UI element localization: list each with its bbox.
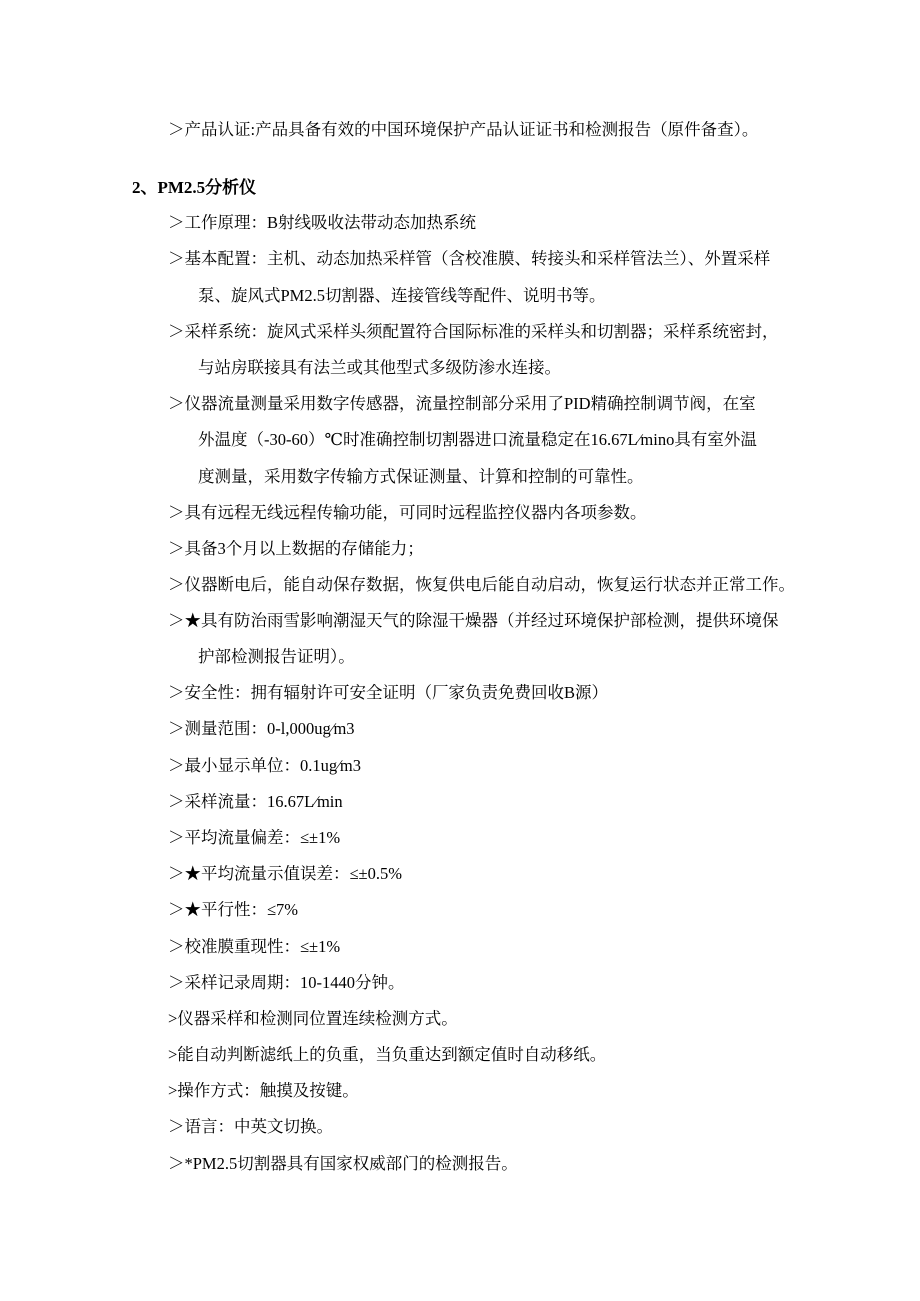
item-flow-measurement-cont1: 外温度（-30-60）℃时准确控制切割器进口流量稳定在16.67L∕mino具有室外温 [198, 430, 757, 449]
item-avg-flow-indication-error: ＞★平均流量示值误差：≤±0.5% [168, 864, 402, 883]
item-calibration-reproducibility: ＞校准膜重现性：≤±1% [168, 937, 341, 956]
item-cutter-report: ＞*PM2.5切割器具有国家权威部门的检测报告。 [168, 1154, 518, 1173]
section-heading: 2、PM2.5分析仪 [132, 178, 257, 197]
item-language: ＞语言：中英文切换。 [168, 1117, 333, 1136]
item-power-recovery: ＞仪器断电后，能自动保存数据，恢复供电后能自动启动，恢复运行状态并正常工作。 [168, 575, 795, 594]
item-sampling-system: ＞采样系统：旋风式采样头须配置符合国际标准的采样头和切割器；采样系统密封， [168, 322, 779, 341]
item-dehumidifier: ＞★具有防治雨雪影响潮湿天气的除湿干燥器（并经过环境保护部检测，提供环境保 [168, 611, 779, 630]
item-dehumidifier-cont: 护部检测报告证明）。 [198, 647, 355, 666]
item-sampling-system-cont: 与站房联接具有法兰或其他型式多级防渗水连接。 [198, 358, 561, 377]
item-min-display-unit: ＞最小显示单位：0.1ug∕m3 [168, 756, 361, 775]
item-sampling-flow: ＞采样流量：16.67L∕min [168, 792, 343, 811]
item-flow-measurement: ＞仪器流量测量采用数字传感器，流量控制部分采用了PID精确控制调节阀，在室 [168, 394, 756, 413]
item-safety: ＞安全性：拥有辐射许可安全证明（厂家负责免费回收B源） [168, 683, 609, 702]
item-basic-config: ＞基本配置：主机、动态加热采样管（含校准膜、转接头和采样管法兰）、外置采样 [168, 249, 771, 268]
item-avg-flow-deviation: ＞平均流量偏差：≤±1% [168, 828, 341, 847]
item-parallelism: ＞★平行性：≤7% [168, 900, 299, 919]
item-flow-measurement-cont2: 度测量，采用数字传输方式保证测量、计算和控制的可靠性。 [198, 467, 644, 486]
intro-item-certification: ＞产品认证:产品具备有效的中国环境保护产品认证证书和检测报告（原件备查）。 [168, 120, 759, 139]
item-auto-filter-change: >能自动判断滤纸上的负重，当负重达到额定值时自动移纸。 [168, 1045, 607, 1064]
item-operation-mode: >操作方式：触摸及按键。 [168, 1081, 359, 1100]
item-remote-transmission: ＞具有远程无线远程传输功能，可同时远程监控仪器内各项参数。 [168, 503, 647, 522]
item-basic-config-cont: 泵、旋风式PM2.5切割器、连接管线等配件、说明书等。 [198, 286, 606, 305]
item-sampling-record-period: ＞采样记录周期：10-1440分钟。 [168, 973, 405, 992]
item-working-principle: ＞工作原理：B射线吸收法带动态加热系统 [168, 213, 477, 232]
item-data-storage: ＞具备3个月以上数据的存储能力； [168, 539, 424, 558]
item-continuous-detection: >仪器采样和检测同位置连续检测方式。 [168, 1009, 458, 1028]
item-measurement-range: ＞测量范围：0-l,000ug∕m3 [168, 719, 355, 738]
